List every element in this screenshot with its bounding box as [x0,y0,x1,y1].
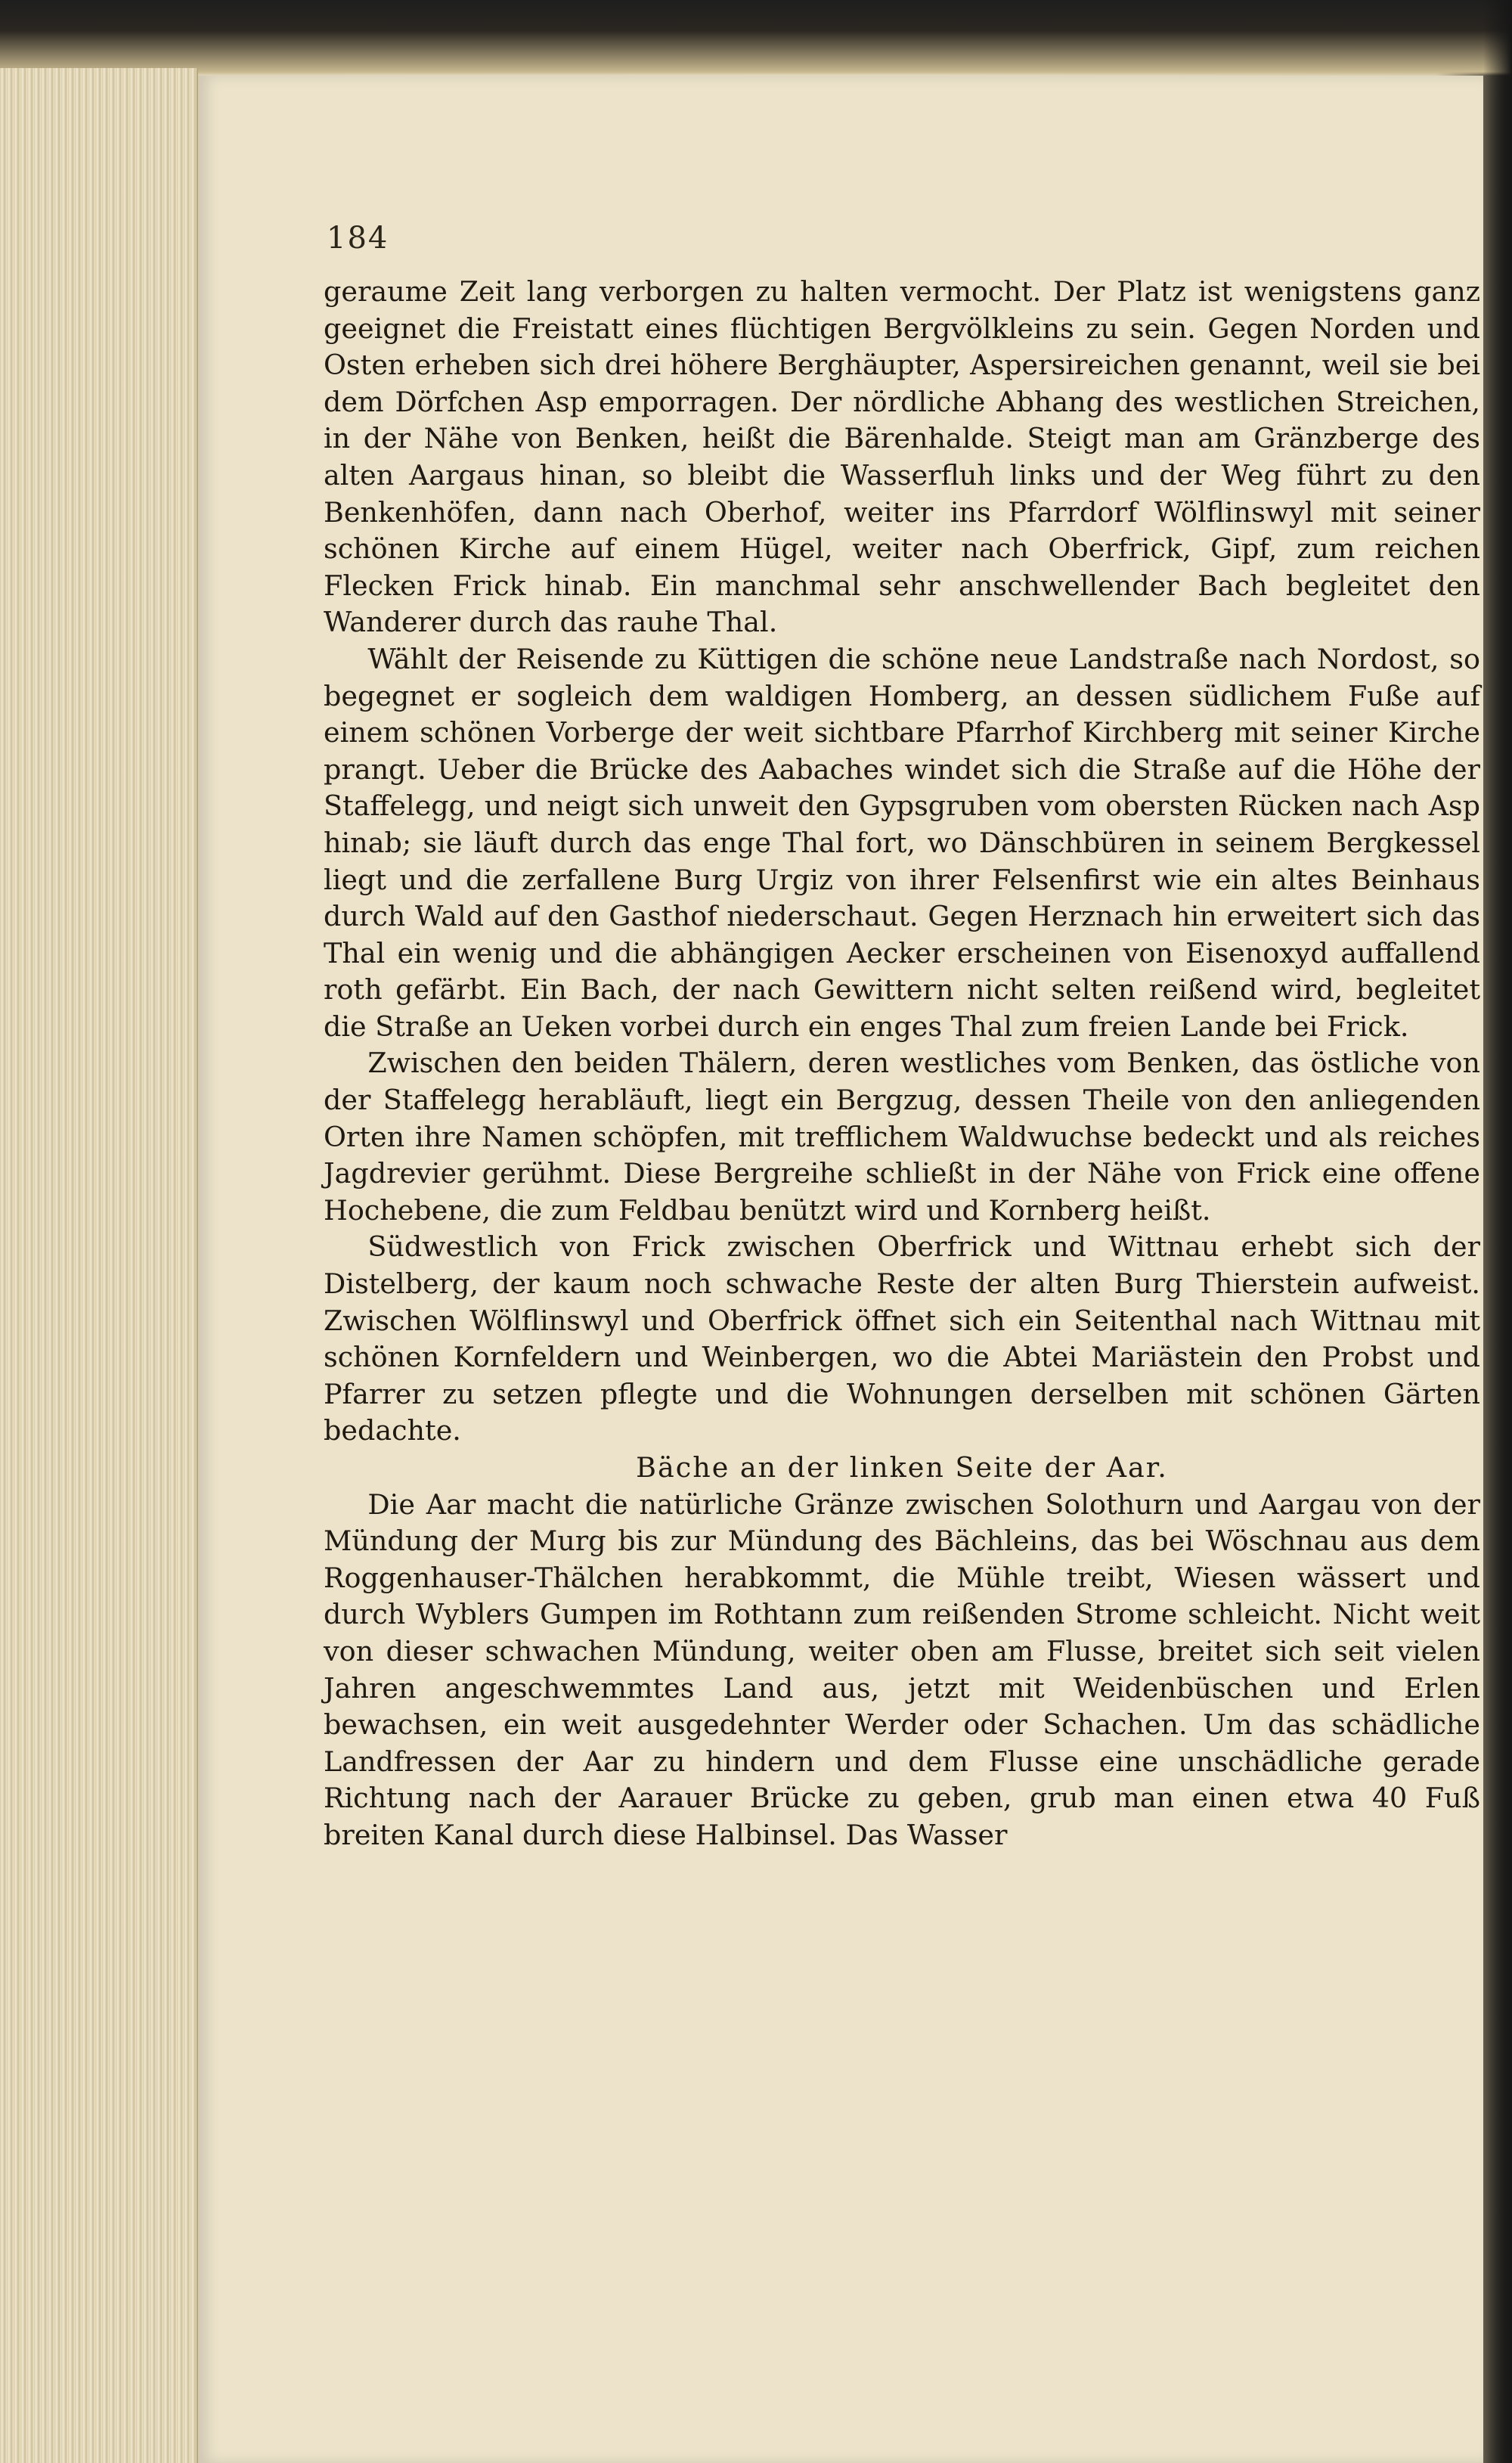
paragraph-5: Die Aar macht die natürliche Gränze zwischen Solothurn und Aargau von der Mündung der Murg bis zur Mündung des Bächleins, das bei Wöschnau aus dem Roggenhauser-Thälchen herabkommt, die Mühle treibt, Wiesen wässert und durch Wyblers Gumpen im Rothtann zum reißenden Strome schleicht. Nicht weit von dieser schwachen Mündung, weiter oben am Flusse, breitet sich seit vielen Jahren angeschwemmtes Land aus, jetzt mit Weidenbüschen und Erlen bewachsen, ein weit ausgedehnter Werder oder Schachen. Um das schädliche Landfressen der Aar zu hindern und dem Flusse eine unschädliche gerade Richtung nach der Aarauer Brücke zu geben, grub man einen etwa 40 Fuß breiten Kanal durch diese Halbinsel. Das Wasser [324,1487,1480,1851]
body-text [324,274,1480,1854]
right-edge-shadow [1483,0,1512,2463]
top-shadow [0,0,1512,76]
page-number: 184 [327,221,389,256]
paragraph-4: Südwestlich von Frick zwischen Oberfrick und Wittnau erhebt sich der Distelberg, der kaum noch schwache Reste der alten Burg Thierstein aufweist. Zwischen Wölflinswyl und Oberfrick öffnet sich ein Seitenthal nach Wittnau mit schönen Kornfeldern und Weinbergen, wo die Abtei Mariästein den Probst und Pfarrer zu setzen pflegte und die Wohnungen derselben mit schönen Gärten bedachte. [324,1230,1480,1447]
page-edges [0,68,198,2463]
paragraph-3: Zwischen den beiden Thälern, deren westliches vom Benken, das östliche von der Staffelegg herabläuft, liegt ein Bergzug, dessen Theile von den anliegenden Orten ihre Namen schöpfen, mit trefflichem Waldwuchse bedeckt und als reiches Jagdrevier gerühmt. Diese Bergreihe schließt in der Nähe von Frick eine offene Hochebene, die zum Feldbau benützt wird und Kornberg heißt. [324,1047,1480,1227]
paragraph-1: geraume Zeit lang verborgen zu halten vermocht. Der Platz ist wenigstens ganz geeignet die Freistatt eines flüchtigen Bergvölkleins zu sein. Gegen Norden und Osten erheben sich drei höhere Berghäupter, Aspersireichen genannt, weil sie bei dem Dörfchen Asp emporragen. Der nördliche Abhang des westlichen Streichen, in der Nähe von Benken, heißt die Bärenhalde. Steigt man am Gränzberge des alten Aargaus hinan, so bleibt die Wasserfluh links und der Weg führt zu den Benkenhöfen, dann nach Oberhof, weiter ins Pfarrdorf Wölflinswyl mit seiner schönen Kirche auf einem Hügel, weiter nach Oberfrick, Gipf, zum reichen Flecken Frick hinab. Ein manchmal sehr anschwellender Bach begleitet den Wanderer durch das rauhe Thal. [324,275,1480,639]
paragraph-2: Wählt der Reisende zu Küttigen die schöne neue Landstraße nach Nordost, so begegnet er sogleich dem waldigen Homberg, an dessen südlichem Fuße auf einem schönen Vorberge der weit sichtbare Pfarrhof Kirchberg mit seiner Kirche prangt. Ueber die Brücke des Aabaches windet sich die Straße auf die Höhe der Staffelegg, und neigt sich unweit den Gypsgruben vom obersten Rücken nach Asp hinab; sie läuft durch das enge Thal fort, wo Dänschbüren in seinem Bergkessel liegt und die zerfallene Burg Urgiz von ihrer Felsenfirst wie ein altes Beinhaus durch Wald auf den Gasthof niederschaut. Gegen Herznach hin erweitert sich das Thal ein wenig und die abhängigen Aecker erscheinen von Eisenoxyd auffallend roth gefärbt. Ein Bach, der nach Gewittern nicht selten reißend wird, begleitet die Straße an Ueken vorbei durch ein enges Thal zum freien Lande bei Frick. [324,642,1480,1043]
section-heading: Bäche an der linken Seite der Aar. [636,1451,1168,1484]
